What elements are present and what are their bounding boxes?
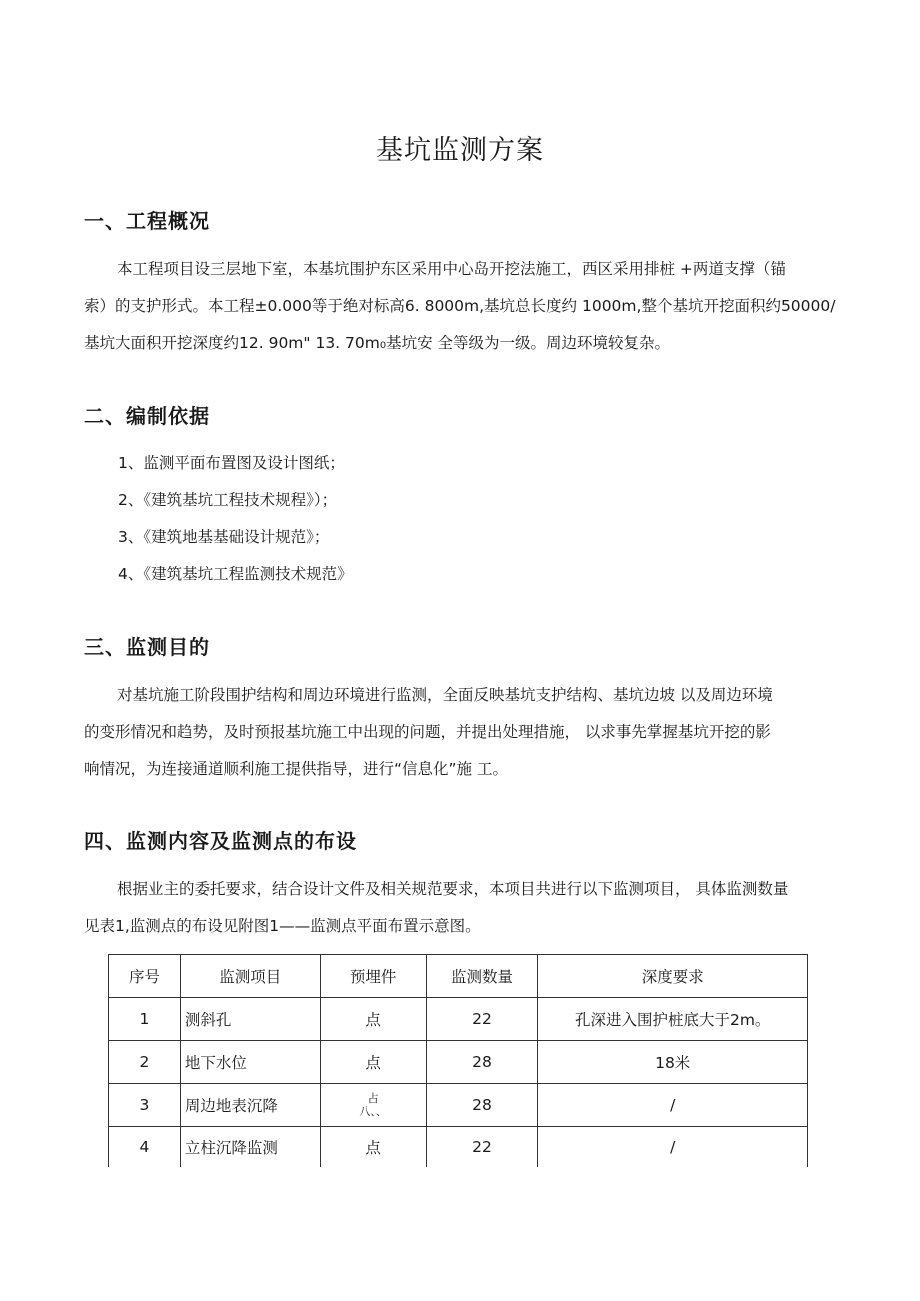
cell-embed: 点	[320, 1041, 426, 1084]
list-item: 4、《建筑基坑工程监测技术规范》	[118, 565, 353, 583]
cell-count: 22	[426, 998, 538, 1041]
cell-no: 1	[109, 998, 181, 1041]
section-heading-content: 四、监测内容及监测点的布设	[84, 829, 357, 853]
cell-count: 22	[426, 1127, 538, 1168]
cell-count: 28	[426, 1084, 538, 1127]
paragraph-line: 索）的支护形式。本工程±0.000等于绝对标高6. 8000m,基坑总长度约 1000m,整个基坑开挖面积约50000/	[84, 297, 836, 315]
table-row	[109, 1127, 808, 1168]
monitoring-table	[108, 954, 808, 1167]
paragraph-line: 基坑大面积开挖深度约12. 90m" 13. 70m₀基坑安 全等级为一级。周边环境较复杂。	[84, 334, 670, 352]
paragraph-line: 的变形情况和趋势，及时预报基坑施工中出现的问题，并提出处理措施， 以求事先掌握基坑开挖的影	[84, 723, 771, 741]
cell-depth: 孔深进入围护桩底大于2m。	[538, 998, 808, 1041]
list-item: 1、监测平面布置图及设计图纸；	[118, 454, 345, 472]
list-item: 3、《建筑地基基础设计规范》；	[118, 528, 330, 546]
table-row	[109, 1041, 808, 1084]
cell-no: 4	[109, 1127, 181, 1168]
cell-depth: 18米	[538, 1041, 808, 1084]
table-row	[109, 1084, 808, 1127]
basis-list	[118, 445, 353, 593]
section-paragraph-purpose	[84, 677, 836, 788]
cell-depth: /	[538, 1084, 808, 1127]
paragraph-line: 对基坑施工阶段围护结构和周边环境进行监测，全面反映基坑支护结构、基坑边坡 以及周边环境	[117, 686, 773, 704]
section-heading-purpose: 三、监测目的	[84, 635, 210, 659]
cell-embed: 点	[320, 1127, 426, 1168]
cell-embed-top: 占	[367, 1092, 379, 1105]
section-heading-overview: 一、工程概况	[84, 209, 210, 233]
header-count: 监测数量	[426, 955, 538, 998]
cell-item: 立柱沉降监测	[180, 1127, 320, 1168]
header-embed: 预埋件	[320, 955, 426, 998]
section-heading-basis: 二、编制依据	[84, 404, 210, 428]
paragraph-line: 根据业主的委托要求，结合设计文件及相关规范要求，本项目共进行以下监测项目， 具体监测数量	[117, 880, 789, 898]
cell-no: 3	[109, 1084, 181, 1127]
paragraph-line: 见表1,监测点的布设见附图1——监测点平面布置示意图。	[84, 917, 481, 935]
list-item: 2、《建筑基坑工程技术规程》）；	[118, 491, 338, 509]
cell-embed: 点	[320, 998, 426, 1041]
section-paragraph-overview	[84, 251, 836, 362]
header-no: 序号	[109, 955, 181, 998]
cell-count: 28	[426, 1041, 538, 1084]
header-item: 监测项目	[180, 955, 320, 998]
cell-embed	[320, 1084, 426, 1127]
paragraph-line: 响情况，为连接通道顺利施工提供指导，进行“信息化”施 工。	[84, 760, 508, 778]
table-header-row	[109, 955, 808, 998]
cell-item: 周边地表沉降	[180, 1084, 320, 1127]
cell-depth: /	[538, 1127, 808, 1168]
cell-embed-bottom: 八、、	[359, 1105, 387, 1118]
cell-item: 测斜孔	[180, 998, 320, 1041]
paragraph-line: 本工程项目设三层地下室，本基坑围护东区采用中心岛开挖法施工，西区采用排桩 +两道支撑（锚	[117, 260, 786, 278]
header-depth: 深度要求	[538, 955, 808, 998]
document-title: 基坑监测方案	[376, 135, 544, 166]
cell-no: 2	[109, 1041, 181, 1084]
section-paragraph-content	[84, 871, 836, 945]
cell-item: 地下水位	[180, 1041, 320, 1084]
table-row	[109, 998, 808, 1041]
